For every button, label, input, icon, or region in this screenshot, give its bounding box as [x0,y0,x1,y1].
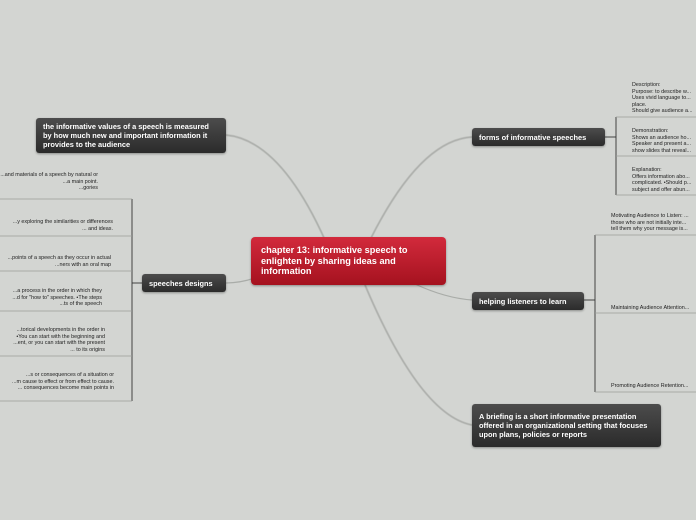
design-causal[interactable]: ...s or consequences of a situation or ...m cause to effect or from effect to cause. ... consequences become main points in [12,372,114,392]
topic-forms-label: forms of informative speeches [479,132,587,142]
central-topic[interactable] [251,237,446,285]
topic-briefing-label: A briefing is a short informative presentation offered in an organizational setting that focuses upon plans, policies or reports [479,412,648,439]
central-topic-label: chapter 13: informative speech to enlighten by sharing ideas and information [261,245,408,277]
topic-helping-label: helping listeners to learn [479,296,567,306]
helping-motivating[interactable]: Motivating Audience to Listen: ... those who are not initially inte... tell them why your message is... [611,213,689,233]
helping-attention[interactable]: Maintaining Audience Attention... [611,305,690,311]
topic-informative-values[interactable] [36,118,226,153]
design-spatial[interactable]: ...points of a speech as they occur in actual ...ners with an oral map [7,255,111,268]
design-comparative[interactable]: ...y exploring the similarities or differences ... and ideas. [12,219,113,232]
topic-briefing[interactable] [472,404,661,447]
design-sequential[interactable]: ...a process in the order in which they ...d for "how to" speeches. •The steps ...ts of the speech [12,288,102,308]
form-description[interactable]: Description: Purpose: to describe w... Uses vivid language to... place. Should give audience a... [632,82,693,115]
topic-forms-of-informative-speeches[interactable] [472,128,605,146]
form-demonstration[interactable]: Demonstration: Shows an audience ho... Speaker and present a... show slides that reveal... [632,128,692,154]
topic-speeches-designs-label: speeches designs [149,278,213,288]
topic-speeches-designs[interactable] [142,274,226,292]
topic-informative-values-label: the informative values of a speech is measured by how much new and important information it provides to the audience [43,122,209,149]
design-topical[interactable]: ...and materials of a speech by natural or ...a main point. ...gories [0,172,98,192]
form-explanation[interactable]: Explanation: Offers information abo... complicated. •Should p... subject and offer abun... [632,167,692,193]
design-chronological[interactable]: ...torical developments in the order in •You can start with the beginning and ...ent, or you can start with the present ... to its origins [13,327,105,353]
topic-helping-listeners[interactable] [472,292,584,310]
helping-retention[interactable]: Promoting Audience Retention... [611,383,689,389]
